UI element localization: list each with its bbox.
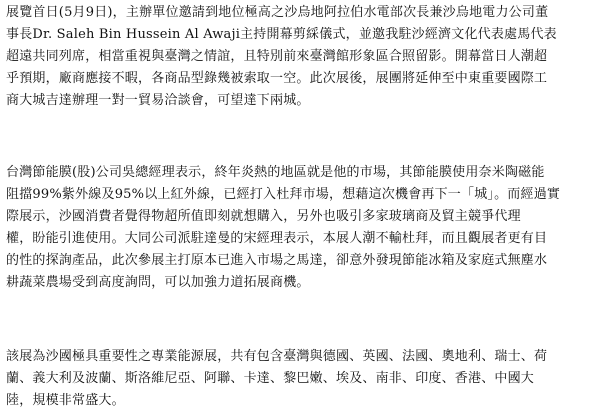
paragraph-exhibition-scale bbox=[6, 346, 596, 412]
paragraph-line: 阻擋99%紫外線及95%以上紅外線，已經打入杜拜市場，想藉這次機會再下一「城」。而經過實 bbox=[6, 187, 561, 202]
paragraph-line: 超遠共同列席，相當重視與臺灣之情誼，且特別前來臺灣館形象區合照留影。開幕當日人潮超 bbox=[6, 49, 548, 64]
paragraph-line: 乎預期，廠商應接不暇，各商品型錄幾被索取一空。此次展後，展團將延伸至中東重要國際工 bbox=[6, 71, 548, 86]
paragraph-line: 台灣節能膜(股)公司吳總經理表示，終年炎熱的地區就是他的市場，其節能膜使用奈米陶磁能 bbox=[6, 165, 545, 180]
paragraph-exhibition-opening bbox=[6, 2, 596, 112]
paragraph-line: 際展示，沙國消費者覺得物超所值即刻就想購入，另外也吸引多家玻璃商及貿主競爭代理 bbox=[6, 209, 521, 224]
paragraph-line: 該展為沙國極具重要性之專業能源展，共有包含臺灣與德國、英國、法國、奧地利、瑞士、荷 bbox=[6, 349, 548, 364]
paragraph-line: 權，盼能引進使用。大同公司派駐達曼的宋經理表示，本展人潮不輸杜拜，而且觀展者更有目 bbox=[6, 231, 548, 246]
paragraph-line: 陸，規模非常盛大。 bbox=[6, 393, 125, 408]
paragraph-line: 商大城吉達辦理一對一貿易洽談會，可望達下兩城。 bbox=[6, 93, 310, 108]
paragraph-line: 事長Dr. Saleh Bin Hussein Al Awaji主持開幕剪綵儀式，並邀我駐沙經濟文化代表處馬代表 bbox=[6, 27, 557, 42]
paragraph-line: 耕蔬菜農場受到高度詢問，可以加強力道拓展商機。 bbox=[6, 275, 310, 290]
paragraph-line: 的性的探詢產品，此次參展主打原本已進入市場之馬達，卻意外發現節能冰箱及家庭式無塵水 bbox=[6, 253, 548, 268]
paragraph-line: 展覽首日(5月9日)，主辦單位邀請到地位極高之沙烏地阿拉伯水電部次長兼沙烏地電力公司董 bbox=[6, 5, 549, 20]
paragraph-line: 蘭、義大利及波蘭、斯洛維尼亞、阿聯、卡達、黎巴嫩、埃及、南非、印度、香港、中國大 bbox=[6, 371, 535, 386]
paragraph-exhibitor-feedback bbox=[6, 162, 596, 294]
